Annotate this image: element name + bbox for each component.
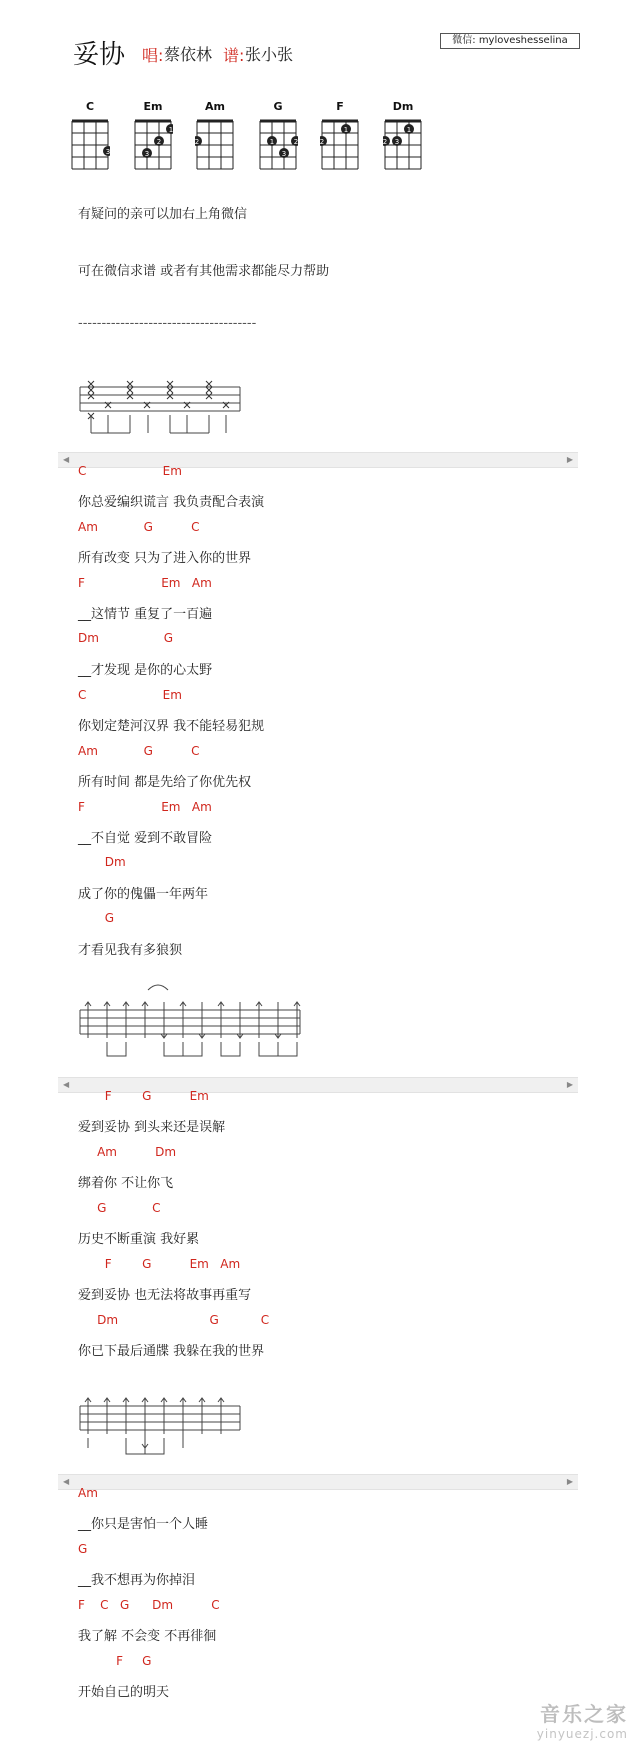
intro-line-1: 有疑问的亲可以加右上角微信 — [78, 207, 248, 222]
lyric-line: __你只是害怕一个人睡 — [78, 1517, 209, 1532]
svg-text:1: 1 — [406, 126, 412, 134]
svg-text:1: 1 — [343, 126, 349, 134]
svg-text:1: 1 — [168, 126, 173, 134]
chord-grid — [320, 113, 360, 173]
watermark-title: 音乐之家 — [540, 1702, 628, 1726]
lyric-line: 我了解 不会变 不再徘徊 — [78, 1629, 217, 1644]
chord-diagram-am — [195, 100, 235, 177]
svg-text:3: 3 — [394, 138, 400, 146]
svg-text:3: 3 — [105, 148, 110, 156]
lyric-line: 爱到妥协 也无法将故事再重写 — [78, 1288, 252, 1303]
chord-line: F C G Dm C — [78, 1598, 220, 1612]
lyric-line: 历史不断重演 我好累 — [78, 1232, 200, 1247]
lyric-line: 你已下最后通牒 我躲在我的世界 — [78, 1344, 265, 1359]
chord-line: F Em Am — [78, 576, 212, 590]
chord-diagram-dm — [383, 100, 423, 177]
lyric-line: 才看见我有多狼狈 — [78, 943, 183, 958]
chord-name: F — [336, 100, 344, 113]
singer-name: 蔡依林 — [164, 45, 213, 64]
svg-text:2: 2 — [383, 138, 388, 146]
wechat-box: 微信: myloveshesselina — [440, 33, 580, 49]
lyric-line: 开始自己的明天 — [78, 1685, 170, 1700]
svg-text:2: 2 — [156, 138, 162, 146]
scrollbar-1[interactable]: ◀ ▶ — [58, 452, 578, 468]
chord-line: C Em — [78, 688, 182, 702]
svg-text:3: 3 — [144, 150, 150, 158]
svg-text:1: 1 — [269, 138, 275, 146]
lyric-line: __我不想再为你掉泪 — [78, 1573, 196, 1588]
chord-line: F G Em — [78, 1089, 209, 1103]
chord-line: F G — [78, 1654, 152, 1668]
singer-label: 唱: — [142, 46, 164, 65]
chord-name: Am — [205, 100, 225, 113]
chord-name: C — [85, 100, 95, 113]
chord-line: Dm G — [78, 631, 174, 645]
chord-name: Em — [143, 100, 163, 113]
chord-grid — [383, 113, 423, 173]
chord-name: Dm — [392, 100, 414, 113]
lyric-line: __不自觉 爱到不敢冒险 — [78, 831, 213, 846]
lyric-line: 所有时间 都是先给了你优先权 — [78, 775, 252, 790]
chord-line: Am Dm — [78, 1145, 177, 1159]
chord-diagram-em — [133, 100, 173, 177]
chord-name: G — [273, 100, 283, 113]
divider: -------------------------------------- — [78, 316, 257, 331]
intro-line-2: 可在微信求谱 或者有其他需求都能尽力帮助 — [78, 264, 330, 279]
svg-text:2: 2 — [195, 138, 200, 146]
chord-grid — [70, 113, 110, 173]
chord-grid — [258, 113, 298, 173]
lyric-line: 爱到妥协 到头来还是误解 — [78, 1120, 226, 1135]
chord-line: C Em — [78, 464, 182, 478]
chord-line: G — [78, 911, 114, 925]
arranger-name: 张小张 — [245, 45, 294, 64]
scrollbar-2[interactable]: ◀ ▶ — [58, 1077, 578, 1093]
lyric-line: 你总爱编织谎言 我负责配合表演 — [78, 495, 265, 510]
svg-text:2: 2 — [293, 138, 298, 146]
lyric-line: 成了你的傀儡一年两年 — [78, 887, 209, 902]
svg-text:2: 2 — [320, 138, 325, 146]
chord-line: G C — [78, 1201, 161, 1215]
chord-grid — [195, 113, 235, 173]
song-title: 妥协 — [73, 40, 126, 70]
chord-line: Am — [78, 1486, 98, 1500]
svg-text:3: 3 — [281, 150, 287, 158]
rhythm-pattern-1 — [76, 375, 246, 445]
chord-grid — [133, 113, 173, 173]
chord-line: F G Em Am — [78, 1257, 241, 1271]
lyric-line: __这情节 重复了一百遍 — [78, 607, 213, 622]
chord-diagram-c — [70, 100, 110, 177]
lyric-line: 所有改变 只为了进入你的世界 — [78, 551, 252, 566]
chord-line: Dm — [78, 855, 126, 869]
chord-line: G — [78, 1542, 88, 1556]
site-watermark — [478, 1698, 628, 1741]
rhythm-pattern-2 — [76, 980, 306, 1070]
chord-line: Am G C — [78, 520, 200, 534]
lyric-line: __才发现 是你的心太野 — [78, 663, 213, 678]
chord-line: Am G C — [78, 744, 200, 758]
lyric-line: 绑着你 不让你飞 — [78, 1176, 174, 1191]
chord-line: Dm G C — [78, 1313, 270, 1327]
lyric-line: 你划定楚河汉界 我不能轻易犯规 — [78, 719, 265, 734]
watermark-url: yinyuezj.com — [536, 1727, 628, 1741]
rhythm-pattern-3 — [76, 1392, 246, 1468]
chord-diagram-g — [258, 100, 298, 177]
arranger-label: 谱: — [223, 46, 245, 65]
chord-diagram-f — [320, 100, 360, 177]
scrollbar-3[interactable]: ◀ ▶ — [58, 1474, 578, 1490]
chord-line: F Em Am — [78, 800, 212, 814]
